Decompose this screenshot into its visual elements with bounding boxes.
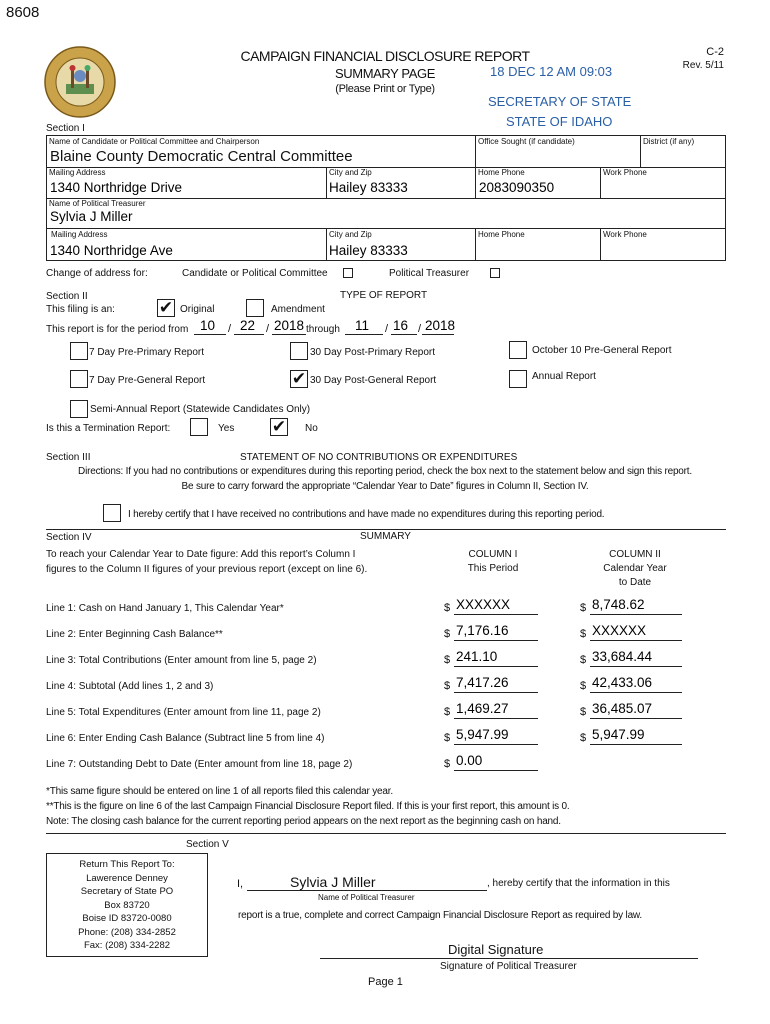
return-address-line: Secretary of State PO — [80, 886, 174, 897]
30day-post-general-label: 30 Day Post-General Report — [310, 375, 437, 386]
summary-line-label: Line 1: Cash on Hand January 1, This Calendar Year* — [46, 603, 284, 614]
document-number: 8608 — [6, 4, 40, 21]
treasurer-name-field[interactable]: Sylvia J Miller — [50, 209, 133, 224]
termination-no-checkbox[interactable]: ✔ — [271, 417, 287, 437]
column-2-heading: COLUMN II Calendar Year to Date — [603, 549, 667, 588]
currency-symbol: $ — [580, 654, 587, 666]
column-2-value[interactable]: XXXXXX — [592, 623, 647, 638]
summary-line-label: Line 5: Total Expenditures (Enter amount from line 11, page 2) — [46, 707, 321, 718]
through-label: through — [306, 324, 340, 335]
section-1-label: Section I — [46, 123, 85, 134]
treasurer-work-label: Work Phone — [603, 230, 647, 239]
termination-no-label: No — [305, 423, 318, 434]
cert-suffix: , hereby certify that the information in this — [487, 878, 670, 889]
no-activity-statement: I hereby certify that I have received no contributions and have made no expenditures during this reporting period. — [128, 509, 605, 520]
name-label: Name of Candidate or Political Committee and Chairperson — [49, 137, 260, 146]
semi-annual-label: Semi-Annual Report (Statewide Candidates Only) — [90, 404, 311, 415]
cert-prefix: I, — [237, 878, 244, 890]
signer-name-field[interactable]: Sylvia J Miller — [290, 874, 376, 890]
stamp-state: STATE OF IDAHO — [506, 114, 613, 129]
stamp-office: SECRETARY OF STATE — [488, 94, 632, 109]
digital-signature: Digital Signature — [448, 942, 544, 957]
change-treasurer-label: Political Treasurer — [389, 268, 470, 279]
report-type-title: TYPE OF REPORT — [340, 290, 428, 301]
period-label: This report is for the period from — [46, 324, 189, 335]
treasurer-label: Name of Political Treasurer — [49, 199, 146, 208]
committee-phone-field[interactable]: 2083090350 — [479, 180, 555, 195]
report-subtitle: SUMMARY PAGE — [335, 66, 435, 81]
column-2-value[interactable]: 33,684.44 — [592, 649, 653, 664]
return-address-line: Lawerence Denney — [86, 872, 168, 884]
treasurer-mailing-label: Mailing Address — [51, 230, 108, 239]
treasurer-home-label: Home Phone — [478, 230, 525, 239]
column-2-value[interactable]: 36,485.07 — [592, 701, 653, 716]
oct10-pre-general-label: October 10 Pre-General Report — [532, 345, 672, 356]
from-day-field[interactable]: 22 — [240, 318, 256, 333]
footnote-2: **This is the figure on line 6 of the last Campaign Financial Disclosure Report filed. If this is your first report, this amount is 0. — [46, 801, 570, 812]
cert-line-2: report is a true, complete and correct Campaign Financial Disclosure Report as required by law. — [238, 910, 642, 921]
no-activity-checkbox[interactable] — [103, 504, 121, 522]
oct10-pre-general-checkbox[interactable] — [509, 341, 527, 359]
print-note: (Please Print or Type) — [335, 83, 435, 95]
currency-symbol: $ — [444, 758, 451, 770]
currency-symbol: $ — [444, 654, 451, 666]
from-month-field[interactable]: 10 — [200, 318, 216, 333]
office-label: Office Sought (if candidate) — [478, 137, 575, 146]
currency-symbol: $ — [580, 732, 587, 744]
original-checkbox[interactable]: ✔ — [158, 298, 174, 318]
district-label: District (if any) — [643, 137, 695, 146]
signer-caption: Name of Political Treasurer — [318, 893, 415, 902]
change-candidate-label: Candidate or Political Committee — [182, 268, 328, 279]
7day-pre-primary-checkbox[interactable] — [70, 342, 88, 360]
column-1-value[interactable]: 5,947.99 — [456, 727, 509, 742]
column-1-value[interactable]: 7,176.16 — [456, 623, 509, 638]
summary-line-label: Line 3: Total Contributions (Enter amount from line 5, page 2) — [46, 655, 317, 666]
section-2-label: Section II — [46, 291, 88, 302]
mailing-address-label: Mailing Address — [49, 168, 106, 177]
section-4-title: SUMMARY — [360, 531, 411, 542]
column-2-value[interactable]: 8,748.62 — [592, 597, 645, 612]
original-label: Original — [180, 304, 215, 315]
return-address-box — [46, 853, 208, 957]
return-address-line: Box 83720 — [104, 899, 150, 911]
currency-symbol: $ — [444, 628, 451, 640]
report-title: CAMPAIGN FINANCIAL DISCLOSURE REPORT — [240, 48, 530, 64]
termination-yes-label: Yes — [218, 423, 235, 434]
city-zip-label: City and Zip — [329, 168, 372, 177]
change-candidate-checkbox[interactable] — [343, 268, 353, 278]
column-1-value[interactable]: 1,469.27 — [456, 701, 509, 716]
summary-line-label: Line 4: Subtotal (Add lines 1, 2 and 3) — [46, 681, 214, 692]
7day-pre-general-checkbox[interactable] — [70, 370, 88, 388]
summary-line-label: Line 2: Enter Beginning Cash Balance** — [46, 629, 223, 640]
treasurer-city-label: City and Zip — [329, 230, 372, 239]
section-4-label: Section IV — [46, 532, 92, 543]
column-2-value[interactable]: 42,433.06 — [592, 675, 653, 690]
column-1-value[interactable]: 7,417.26 — [456, 675, 509, 690]
column-1-value[interactable]: 241.10 — [456, 649, 498, 664]
section-3-carry-forward: Be sure to carry forward the appropriate “Calendar Year to Date” figures in Column II, Section IV. — [181, 481, 589, 492]
treasurer-city-field[interactable]: Hailey 83333 — [329, 243, 408, 258]
committee-name-field[interactable]: Blaine County Democratic Central Committee — [50, 148, 353, 165]
amendment-label: Amendment — [271, 304, 325, 315]
summary-intro-1: To reach your Calendar Year to Date figure: Add this report’s Column I — [46, 549, 356, 560]
treasurer-address-field[interactable]: 1340 Northridge Ave — [50, 243, 173, 258]
currency-symbol: $ — [580, 602, 587, 614]
committee-address-field[interactable]: 1340 Northridge Drive — [50, 180, 183, 195]
section-3-directions: Directions: If you had no contributions or expenditures during this reporting period, check the box next to the statement below and sign this report. — [78, 466, 692, 477]
return-address-line: Phone: (208) 334-2852 — [78, 926, 176, 938]
column-2-value[interactable]: 5,947.99 — [592, 727, 645, 742]
section-3-label: Section III — [46, 452, 91, 463]
form-revision: Rev. 5/11 — [682, 60, 724, 71]
annual-report-checkbox[interactable] — [509, 370, 527, 388]
termination-label: Is this a Termination Report: — [46, 423, 171, 434]
to-day-field[interactable]: 16 — [393, 318, 409, 333]
7day-pre-primary-label: 7 Day Pre-Primary Report — [89, 347, 205, 358]
currency-symbol: $ — [444, 732, 451, 744]
30day-post-primary-label: 30 Day Post-Primary Report — [310, 347, 436, 358]
currency-symbol: $ — [444, 706, 451, 718]
return-address-line: Return This Report To: — [79, 859, 175, 870]
return-address-line: Boise ID 83720-0080 — [82, 913, 172, 924]
to-year-field[interactable]: 2018 — [425, 318, 456, 333]
amendment-checkbox[interactable] — [246, 299, 264, 317]
section-3-title: STATEMENT OF NO CONTRIBUTIONS OR EXPENDITURES — [240, 452, 518, 463]
column-1-heading: COLUMN I This Period — [467, 549, 519, 574]
received-stamp-date: 18 DEC 12 AM 09:03 — [490, 64, 613, 79]
currency-symbol: $ — [580, 706, 587, 718]
form-code: C-2 — [706, 46, 724, 58]
section-5-label: Section V — [186, 839, 229, 850]
footnote-3: Note: The closing cash balance for the current reporting period appears on the next report as the beginning cash on hand. — [46, 816, 561, 827]
currency-symbol: $ — [580, 680, 587, 692]
home-phone-label: Home Phone — [478, 168, 525, 177]
30day-post-general-checkbox[interactable]: ✔ — [291, 369, 307, 389]
change-treasurer-checkbox[interactable] — [490, 268, 500, 278]
currency-symbol: $ — [580, 628, 587, 640]
7day-pre-general-label: 7 Day Pre-General Report — [89, 375, 206, 386]
to-month-field[interactable]: 11 — [355, 318, 370, 333]
document-page: 8608 CAMPAIGN FINANCIAL DISCLOSURE REPORT SUMMARY PAGE (Please Print or Type) C-2 Rev. 5/11 18 DEC 12 AM 09:03 SECRETARY OF STATE STATE OF IDAHO Section I Name of Candidate or Political Committee and Chairperson Office Sought (if candidate) District (if any) Blaine County Democratic Central Committee Mailing Address City and Zip Home Phone Work Phone 1340 Northridge Drive Hailey 83333 2083090350 Name of Political Treasurer Sylvia J Miller Mailing Address City and Zip Home Phone Work Phone 1340 Northridge Ave Hailey 83333 Change of address for: Candidate or Political Committee Political Treasurer Section II TYPE OF REPORT This filing is an: ✔ Original Amendment This report is for the period from 10 / 22 / 2018 through 11 / 16 / 2018 7 Day Pre-Primary Report 30 Day Post-Primary Report October 10 Pre-General Report 7 Day Pre-General Report ✔ 30 Day Post-General Report Annual Report Semi-Annual Report (Statewide Candidates Only) Is this a Termination Report: Yes ✔ No Section III STATEMENT OF NO CONTRIBUTIONS OR EXPENDITURES Directions: If you had no contributions or expenditures during this reporting period, check the box next to the statement below and sign this report. Be sure to carry forward the appropriate “Calendar Year to Date” figures in Column II, Section IV. I hereby certify that I have received no contributions and have made no expenditures during this reporting period. Section IV SUMMARY To reach your Calendar Year to Date figure: Add this report’s Column I figures to the Column II figures of your previous report (except on line 6). COLUMN I This Period COLUMN II Calendar Year to Date Line 1: Cash on Hand January 1, This Calendar Year* $ XXXXXX $ 8,748.62 Line 2: Enter Beginning Cash Balance** $ 7,176.16 $ XXXXXX Line 3: Total Contributions (Enter amount from line 5, page 2) $ 241.10 $ 33,684.44 Line 4: Subtotal (Add lines 1, 2 and 3) $ 7,417.26 $ 42,433.06 Line 5: Total Expenditures (Enter amount from line 11, page 2) $ 1,469.27 $ 36,485.07 Line 6: Enter Ending Cash Balance (Subtract line 5 from line 4) $ 5,947.99 $ 5,947.99 Line 7: Outstanding Debt to Date (Enter amount from line 18, page 2) $ 0.00 *This same figure should be entered on line 1 of all reports filed this calendar year. **This is the figure on line 6 of the last Campaign Financial Disclosure Report filed. If this is your first report, this amount is 0. Note: The closing cash balance for the current reporting period appears on the next report as the beginning cash on hand. Section V Return This Report To: Lawerence Denney Secretary of State PO Box 83720 Boise ID 83720-0080 Phone: (208) 334-2852 Fax: (208) 334-2282 I, Sylvia J Miller , hereby certify that the information in this Name of Political Treasurer report is a true, complete and correct Campaign Financial Disclosure Report as required by law. Digital Signature Signature of Political Treasurer Page 1 — [0, 0, 770, 1024]
filing-type-label: This filing is an: — [46, 304, 115, 315]
footnote-1: *This same figure should be entered on line 1 of all reports filed this calendar year. — [46, 786, 393, 797]
summary-line-label: Line 7: Outstanding Debt to Date (Enter amount from line 18, page 2) — [46, 759, 353, 770]
currency-symbol: $ — [444, 680, 451, 692]
summary-intro-2: figures to the Column II figures of your previous report (except on line 6). — [46, 564, 368, 575]
change-address-label: Change of address for: — [46, 268, 148, 279]
signature-caption: Signature of Political Treasurer — [440, 961, 577, 972]
summary-line-label: Line 6: Enter Ending Cash Balance (Subtract line 5 from line 4) — [46, 733, 325, 744]
work-phone-label: Work Phone — [603, 168, 647, 177]
column-1-value[interactable]: 0.00 — [456, 753, 483, 768]
semi-annual-checkbox[interactable] — [70, 400, 88, 418]
currency-symbol: $ — [444, 602, 451, 614]
page-number: Page 1 — [368, 976, 403, 988]
column-1-value[interactable]: XXXXXX — [456, 597, 511, 612]
committee-city-field[interactable]: Hailey 83333 — [329, 180, 408, 195]
annual-report-label: Annual Report — [532, 371, 596, 382]
from-year-field[interactable]: 2018 — [274, 318, 305, 333]
termination-yes-checkbox[interactable] — [190, 418, 208, 436]
return-address-line: Fax: (208) 334-2282 — [83, 940, 171, 951]
30day-post-primary-checkbox[interactable] — [290, 342, 308, 360]
